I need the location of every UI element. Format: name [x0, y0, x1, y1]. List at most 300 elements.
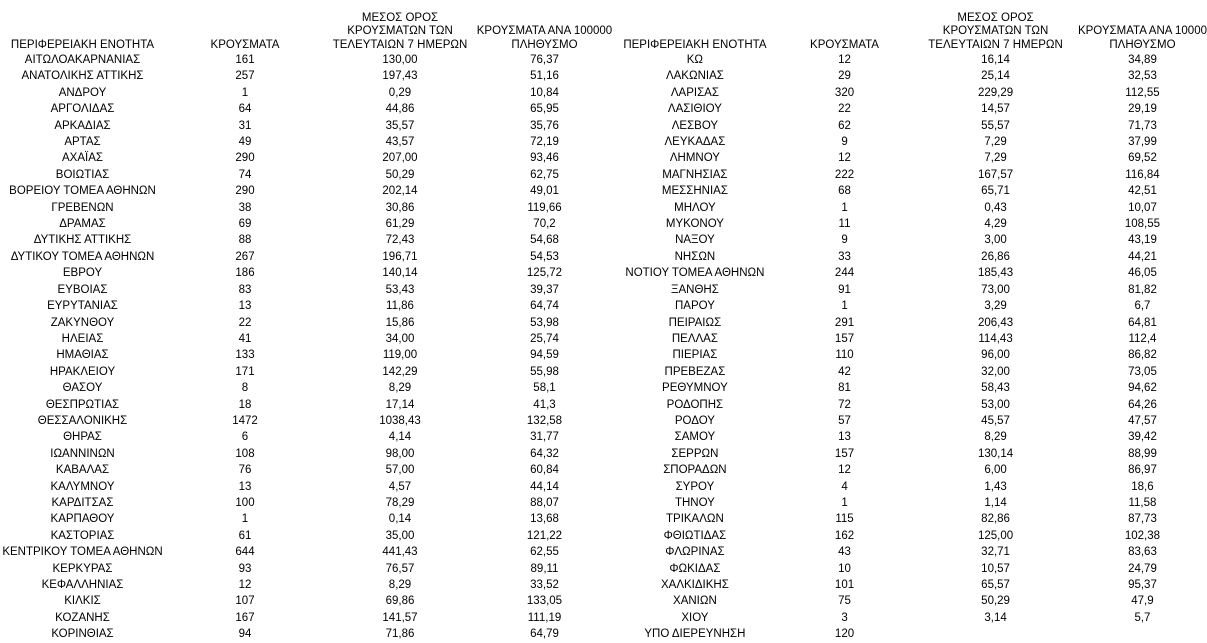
cell-per100k: 89,11	[530, 562, 559, 575]
cell-per100k: 112,55	[1125, 86, 1160, 99]
cell-per100k: 94,59	[530, 349, 559, 362]
cell-cases: 257	[235, 70, 255, 83]
cell-per100k: 42,51	[1128, 185, 1157, 198]
table-row	[614, 232, 1207, 248]
cell-per100k: 76,37	[530, 54, 559, 66]
cell-cases: 38	[238, 201, 252, 214]
cell-region: ΗΛΕΙΑΣ	[61, 332, 104, 345]
table-row	[614, 167, 1207, 183]
cell-cases: 101	[834, 579, 855, 591]
cell-region: ΜΑΓΝΗΣΙΑΣ	[662, 168, 728, 181]
cell-cases: 9	[841, 136, 848, 149]
cell-region: ΦΛΩΡΙΝΑΣ	[665, 546, 725, 559]
cell-avg7: 142,29	[382, 365, 418, 378]
table-row	[0, 577, 614, 593]
cell-avg7: 8,29	[984, 431, 1007, 444]
cell-per100k: 10,07	[1128, 201, 1157, 214]
cell-cases: 108	[235, 447, 255, 460]
cell-avg7: 0,43	[984, 201, 1007, 214]
cell-per100k: 44,14	[530, 480, 559, 493]
cell-cases: 83	[238, 283, 252, 296]
table-row	[614, 577, 1207, 593]
cell-avg7: 55,57	[981, 119, 1010, 132]
cell-region: ΘΕΣΠΡΩΤΙΑΣ	[45, 398, 120, 411]
cell-cases: 12	[838, 464, 851, 477]
cell-region: ΚΑΡΔΙΤΣΑΣ	[51, 496, 114, 509]
cell-region: ΚΕΦΑΛΛΗΝΙΑΣ	[41, 579, 124, 591]
table-header-row	[614, 3, 1207, 52]
table-row	[0, 183, 614, 199]
table-row	[614, 68, 1207, 84]
cell-region: ΚΑΣΤΟΡΙΑΣ	[50, 529, 115, 542]
cell-per100k: 121,22	[526, 529, 563, 542]
cell-avg7: 196,71	[382, 250, 418, 263]
cell-per100k: 62,55	[530, 546, 559, 559]
cell-cases: 9	[841, 234, 848, 247]
table-row	[0, 397, 614, 413]
cell-per100k: 87,73	[1128, 513, 1157, 526]
cell-region: ΔΥΤΙΚΟΥ ΤΟΜΕΑ ΑΘΗΝΩΝ	[10, 250, 155, 263]
cell-per100k: 51,16	[530, 70, 559, 83]
table-row	[614, 528, 1207, 544]
cell-cases: 13	[238, 300, 252, 313]
cell-per100k: 47,57	[1128, 414, 1157, 427]
cell-avg7: 50,29	[981, 595, 1010, 608]
table-row	[0, 249, 614, 265]
cell-per100k: 37,99	[1128, 136, 1157, 149]
cell-per100k: 125,72	[526, 267, 563, 280]
cell-per100k: 119,66	[527, 201, 562, 214]
cell-avg7: 7,29	[984, 136, 1007, 149]
cell-per100k: 102,38	[1124, 529, 1161, 542]
cell-per100k: 65,95	[530, 103, 559, 116]
table-row	[0, 101, 614, 117]
cell-region: ΑΡΚΑΔΙΑΣ	[54, 119, 111, 132]
cell-avg7: 15,86	[385, 316, 415, 329]
cell-cases: 1	[841, 300, 848, 313]
cell-per100k: 112,4	[1128, 332, 1157, 345]
cell-region: ΑΡΓΟΛΙΔΑΣ	[50, 103, 115, 116]
table-row	[614, 610, 1207, 626]
table-row	[0, 495, 614, 511]
table-row	[614, 265, 1207, 281]
cell-per100k: 24,79	[1128, 562, 1157, 575]
cell-cases: 49	[238, 136, 252, 149]
cell-region: ΝΗΣΩΝ	[674, 250, 716, 263]
cell-region: ΚΟΡΙΝΘΙΑΣ	[51, 628, 114, 641]
cell-per100k: 43,19	[1128, 234, 1157, 247]
cell-cases: 290	[235, 185, 255, 198]
cell-avg7: 4,29	[984, 218, 1007, 231]
cell-per100k: 39,42	[1128, 431, 1157, 444]
cell-region: ΛΗΜΝΟΥ	[669, 152, 720, 165]
table-row	[0, 52, 614, 68]
cell-cases: 74	[238, 168, 252, 181]
cell-region: ΧΑΝΙΩΝ	[673, 595, 717, 608]
cell-cases: 1	[241, 513, 249, 526]
cell-per100k: 11,58	[1128, 496, 1157, 509]
cell-per100k: 64,74	[530, 300, 559, 313]
cell-cases: 100	[235, 496, 255, 509]
cell-region: ΤΗΝΟΥ	[674, 496, 715, 509]
cell-region: ΑΧΑΪΑΣ	[62, 152, 103, 165]
table-body-left	[0, 52, 614, 643]
cell-per100k: 62,75	[530, 168, 559, 181]
cell-cases: 22	[238, 316, 252, 329]
cell-region: ΒΟΡΕΙΟΥ ΤΟΜΕΑ ΑΘΗΝΩΝ	[9, 185, 156, 198]
cell-cases: 167	[235, 611, 255, 624]
cell-per100k: 55,98	[530, 365, 559, 378]
cell-region: ΝΑΞΟΥ	[675, 234, 715, 247]
table-row	[614, 118, 1207, 134]
table-row	[0, 347, 614, 363]
cell-cases: 161	[235, 54, 255, 66]
cell-cases: 13	[838, 431, 851, 444]
cell-per100k: 133,05	[526, 595, 563, 608]
table-row	[0, 511, 614, 527]
cell-per100k: 86,97	[1128, 464, 1157, 477]
cell-avg7: 65,71	[981, 185, 1010, 198]
cell-cases: 8	[241, 382, 249, 395]
cell-region: ΣΥΡΟΥ	[675, 480, 715, 493]
cell-region: ΚΑΛΥΜΝΟΥ	[50, 480, 115, 493]
cases-table-left	[0, 3, 614, 643]
cell-cases: 1	[241, 86, 249, 99]
cell-per100k: 44,21	[1128, 250, 1157, 263]
cell-avg7: 1,14	[984, 496, 1007, 509]
cell-per100k: 54,53	[530, 250, 559, 263]
cell-region: ΤΡΙΚΑΛΩΝ	[666, 513, 724, 526]
cell-avg7: 82,86	[981, 513, 1010, 526]
cell-per100k: 93,46	[530, 152, 559, 165]
cell-per100k: 49,01	[530, 185, 559, 198]
table-row	[0, 380, 614, 396]
cell-cases: 31	[238, 119, 252, 132]
cell-region: ΣΑΜΟΥ	[674, 431, 716, 444]
table-row	[614, 479, 1207, 495]
table-row	[614, 446, 1207, 462]
cell-region: ΑΝΑΤΟΛΙΚΗΣ ΑΤΤΙΚΗΣ	[21, 70, 144, 83]
cell-avg7: 6,00	[984, 464, 1007, 477]
cell-avg7: 140,14	[382, 267, 418, 280]
table-row	[614, 593, 1207, 609]
cell-region: ΗΡΑΚΛΕΙΟΥ	[49, 365, 116, 378]
cell-region: ΜΗΛΟΥ	[674, 201, 716, 214]
cell-region: ΓΡΕΒΕΝΩΝ	[51, 201, 114, 214]
cell-per100k: 5,7	[1134, 611, 1151, 624]
cell-avg7: 78,29	[385, 496, 415, 509]
cell-cases: 76	[238, 464, 252, 477]
cell-avg7: 14,57	[981, 103, 1010, 116]
table-row	[0, 265, 614, 281]
cell-per100k: 73,05	[1128, 365, 1157, 378]
cell-cases: 93	[238, 562, 252, 575]
cell-cases: 42	[838, 365, 851, 378]
table-row	[0, 134, 614, 150]
cases-table-right	[614, 3, 1207, 643]
table-row	[0, 315, 614, 331]
table-row	[0, 68, 614, 84]
cell-avg7: 206,43	[977, 316, 1014, 329]
cell-cases: 10	[838, 562, 851, 575]
cell-avg7	[913, 626, 1078, 642]
cell-avg7: 8,29	[388, 382, 412, 395]
cell-cases: 13	[238, 480, 252, 493]
table-row	[614, 429, 1207, 445]
table-row	[0, 593, 614, 609]
header-per100k: ΚΡΟΥΣΜΑΤΑ ΑΝΑ 10000 ΠΛΗΘΥΣΜΟ	[1077, 25, 1207, 51]
cell-per100k: 88,99	[1128, 447, 1157, 460]
cell-cases: 57	[838, 414, 851, 427]
cell-cases: 4	[841, 480, 848, 493]
cell-per100k: 64,32	[530, 447, 559, 460]
table-row	[614, 331, 1207, 347]
cell-region: ΚΙΛΚΙΣ	[64, 595, 101, 608]
table-row	[614, 544, 1207, 560]
cell-avg7: 53,43	[385, 283, 415, 296]
table-row	[614, 511, 1207, 527]
cell-cases: 33	[838, 250, 851, 263]
cell-avg7: 1038,43	[379, 414, 421, 427]
cell-avg7: 58,43	[981, 382, 1010, 395]
cell-region: ΧΙΟΥ	[681, 611, 709, 624]
table-row	[0, 167, 614, 183]
table-row	[614, 282, 1207, 298]
cell-per100k: 94,62	[1128, 382, 1157, 395]
cell-region: ΑΙΤΩΛΟΑΚΑΡΝΑΝΙΑΣ	[24, 54, 141, 66]
cell-region: ΑΡΤΑΣ	[64, 136, 101, 149]
cell-avg7: 11,86	[386, 300, 414, 313]
cell-per100k: 10,84	[530, 86, 559, 99]
cell-per100k: 33,52	[530, 579, 559, 591]
cell-per100k: 86,82	[1128, 349, 1157, 362]
cell-cases: 68	[838, 185, 851, 198]
cell-cases: 644	[235, 546, 255, 559]
cell-avg7: 26,86	[981, 250, 1010, 263]
cell-avg7: 65,57	[981, 579, 1010, 591]
cell-cases: 133	[235, 349, 255, 362]
cell-cases: 11	[838, 218, 851, 231]
cell-cases: 244	[834, 267, 855, 280]
cell-per100k: 81,82	[1128, 283, 1157, 296]
cell-region: ΚΕΝΤΡΙΚΟΥ ΤΟΜΕΑ ΑΘΗΝΩΝ	[2, 546, 163, 559]
table-row	[0, 446, 614, 462]
cell-region: ΕΥΒΟΙΑΣ	[57, 283, 108, 296]
table-row	[614, 183, 1207, 199]
cell-per100k: 64,81	[1128, 316, 1157, 329]
cell-avg7: 45,57	[981, 414, 1010, 427]
cell-avg7: 130,00	[382, 54, 418, 66]
cell-region: ΣΕΡΡΩΝ	[671, 447, 719, 460]
cell-cases: 186	[235, 267, 255, 280]
cell-avg7: 50,29	[385, 168, 415, 181]
table-row	[0, 200, 614, 216]
table-row	[0, 150, 614, 166]
cell-per100k: 64,79	[530, 628, 559, 641]
cell-per100k: 34,89	[1128, 54, 1157, 66]
cell-avg7: 7,29	[984, 152, 1007, 165]
cell-cases: 120	[834, 628, 855, 641]
table-row	[614, 561, 1207, 577]
cell-cases: 72	[838, 398, 851, 411]
cell-avg7: 167,57	[977, 168, 1014, 181]
cell-cases: 12	[238, 579, 252, 591]
cell-per100k: 47,9	[1131, 595, 1154, 608]
cell-region: ΕΥΡΥΤΑΝΙΑΣ	[47, 300, 118, 313]
cell-avg7: 3,14	[984, 611, 1007, 624]
cell-region: ΔΥΤΙΚΗΣ ΑΤΤΙΚΗΣ	[33, 234, 132, 247]
cell-avg7: 185,43	[977, 267, 1014, 280]
cell-region: ΔΡΑΜΑΣ	[59, 218, 106, 231]
cell-cases: 12	[838, 152, 851, 165]
cell-cases: 91	[838, 283, 851, 296]
cell-cases: 1472	[232, 414, 258, 427]
cell-avg7: 1,43	[984, 480, 1007, 493]
table-row	[0, 331, 614, 347]
header-cases: ΚΡΟΥΣΜΑΤΑ	[210, 38, 280, 51]
cell-avg7: 96,00	[981, 349, 1010, 362]
table-row	[0, 282, 614, 298]
cell-per100k: 31,77	[530, 431, 559, 444]
cell-avg7: 114,43	[978, 332, 1013, 345]
table-row	[614, 380, 1207, 396]
cell-per100k: 13,68	[530, 513, 559, 526]
cell-avg7: 73,00	[981, 283, 1010, 296]
cell-per100k: 72,19	[530, 136, 559, 149]
cell-cases: 43	[838, 546, 851, 559]
cell-region: ΛΕΥΚΑΔΑΣ	[664, 136, 726, 149]
cell-per100k: 132,58	[526, 414, 563, 427]
cell-region: ΦΩΚΙΔΑΣ	[669, 562, 721, 575]
table-row	[614, 413, 1207, 429]
cell-cases: 162	[834, 529, 855, 542]
cell-avg7: 98,00	[385, 447, 415, 460]
table-row	[614, 298, 1207, 314]
cell-cases: 61	[238, 529, 252, 542]
cell-avg7: 32,71	[981, 546, 1010, 559]
cell-region: ΦΘΙΩΤΙΔΑΣ	[663, 529, 727, 542]
cell-region: ΝΟΤΙΟΥ ΤΟΜΕΑ ΑΘΗΝΩΝ	[625, 267, 765, 280]
cell-cases: 18	[238, 398, 252, 411]
cell-avg7: 197,43	[382, 70, 418, 83]
cell-region: ΣΠΟΡΑΔΩΝ	[663, 464, 727, 477]
cell-region: ΗΜΑΘΙΑΣ	[56, 349, 109, 362]
cell-per100k: 64,26	[1128, 398, 1157, 411]
cell-region: ΕΒΡΟΥ	[62, 267, 103, 280]
cell-avg7: 69,86	[385, 595, 415, 608]
cell-region: ΠΡΕΒΕΖΑΣ	[664, 365, 726, 378]
cell-region: ΡΟΔΟΠΗΣ	[666, 398, 724, 411]
cell-cases: 62	[838, 119, 851, 132]
cell-avg7: 53,00	[981, 398, 1010, 411]
cell-per100k: 54,68	[530, 234, 559, 247]
table-row	[0, 528, 614, 544]
cell-avg7: 4,14	[388, 431, 412, 444]
cell-cases: 267	[235, 250, 255, 263]
table-row	[0, 626, 614, 642]
cell-cases: 157	[834, 447, 855, 460]
cell-per100k: 116,84	[1125, 168, 1160, 181]
cell-region: ΒΟΙΩΤΙΑΣ	[55, 168, 110, 181]
table-row	[614, 397, 1207, 413]
header-avg7: ΜΕΣΟΣ ΟΡΟΣ ΚΡΟΥΣΜΑΤΩΝ ΤΩΝ ΤΕΛΕΥΤΑΙΩΝ 7 ΗΜΕΡΩΝ	[928, 11, 1063, 51]
cell-cases: 88	[238, 234, 252, 247]
cell-per100k: 111,19	[527, 611, 562, 624]
cell-region: ΖΑΚΥΝΘΟΥ	[50, 316, 115, 329]
cell-per100k: 95,37	[1128, 579, 1157, 591]
cell-region: ΚΑΒΑΛΑΣ	[55, 464, 110, 477]
cell-cases: 1	[841, 496, 848, 509]
cell-avg7: 0,14	[388, 513, 412, 526]
cell-avg7: 44,86	[385, 103, 415, 116]
cell-avg7: 202,14	[382, 185, 418, 198]
cell-cases: 115	[835, 513, 854, 526]
header-cases: ΚΡΟΥΣΜΑΤΑ	[810, 38, 879, 51]
cell-cases: 110	[835, 349, 854, 362]
cell-avg7: 30,86	[385, 201, 415, 214]
table-row	[0, 610, 614, 626]
cell-per100k: 83,63	[1128, 546, 1157, 559]
cell-per100k: 6,7	[1134, 300, 1151, 313]
cell-avg7: 35,57	[385, 119, 415, 132]
table-row	[614, 347, 1207, 363]
cell-cases: 75	[838, 595, 851, 608]
cell-cases: 81	[838, 382, 851, 395]
cell-per100k	[1078, 626, 1207, 642]
table-row	[614, 249, 1207, 265]
cell-cases: 222	[834, 168, 855, 181]
cell-region: ΠΕΛΛΑΣ	[671, 332, 718, 345]
cell-per100k: 108,55	[1124, 218, 1161, 231]
table-row	[0, 429, 614, 445]
cell-region: ΚΟΖΑΝΗΣ	[55, 611, 110, 624]
table-row	[0, 544, 614, 560]
header-avg7: ΜΕΣΟΣ ΟΡΟΣ ΚΡΟΥΣΜΑΤΩΝ ΤΩΝ ΤΕΛΕΥΤΑΙΩΝ 7 ΗΜΕΡΩΝ	[332, 11, 468, 51]
table-row	[614, 52, 1207, 68]
table-row	[0, 298, 614, 314]
cell-region: ΛΕΣΒΟΥ	[671, 119, 719, 132]
table-row	[0, 413, 614, 429]
cell-avg7: 72,43	[385, 234, 415, 247]
cell-cases: 290	[235, 152, 255, 165]
cell-region: ΜΕΣΣΗΝΙΑΣ	[661, 185, 728, 198]
cell-region: ΜΥΚΟΝΟΥ	[665, 218, 724, 231]
table-row	[0, 364, 614, 380]
cell-cases: 291	[834, 316, 855, 329]
table-row	[614, 216, 1207, 232]
table-row	[0, 561, 614, 577]
table-row	[0, 462, 614, 478]
table-row	[614, 150, 1207, 166]
cell-region: ΧΑΛΚΙΔΙΚΗΣ	[660, 579, 729, 591]
cell-per100k: 18,6	[1131, 480, 1154, 493]
cell-avg7: 10,57	[981, 562, 1010, 575]
cell-per100k: 41,3	[533, 398, 556, 411]
cell-cases: 107	[235, 595, 255, 608]
cell-avg7: 43,57	[385, 136, 415, 149]
cell-region: ΠΕΙΡΑΙΩΣ	[668, 316, 722, 329]
table-row	[0, 479, 614, 495]
table-row	[614, 101, 1207, 117]
table-row	[614, 200, 1207, 216]
cell-avg7: 34,00	[385, 332, 415, 345]
cell-cases: 1	[841, 201, 848, 214]
cell-per100k: 53,98	[530, 316, 559, 329]
cell-cases: 69	[238, 218, 252, 231]
table-row	[614, 134, 1207, 150]
cell-per100k: 25,74	[530, 332, 559, 345]
cell-region: ΚΕΡΚΥΡΑΣ	[52, 562, 113, 575]
